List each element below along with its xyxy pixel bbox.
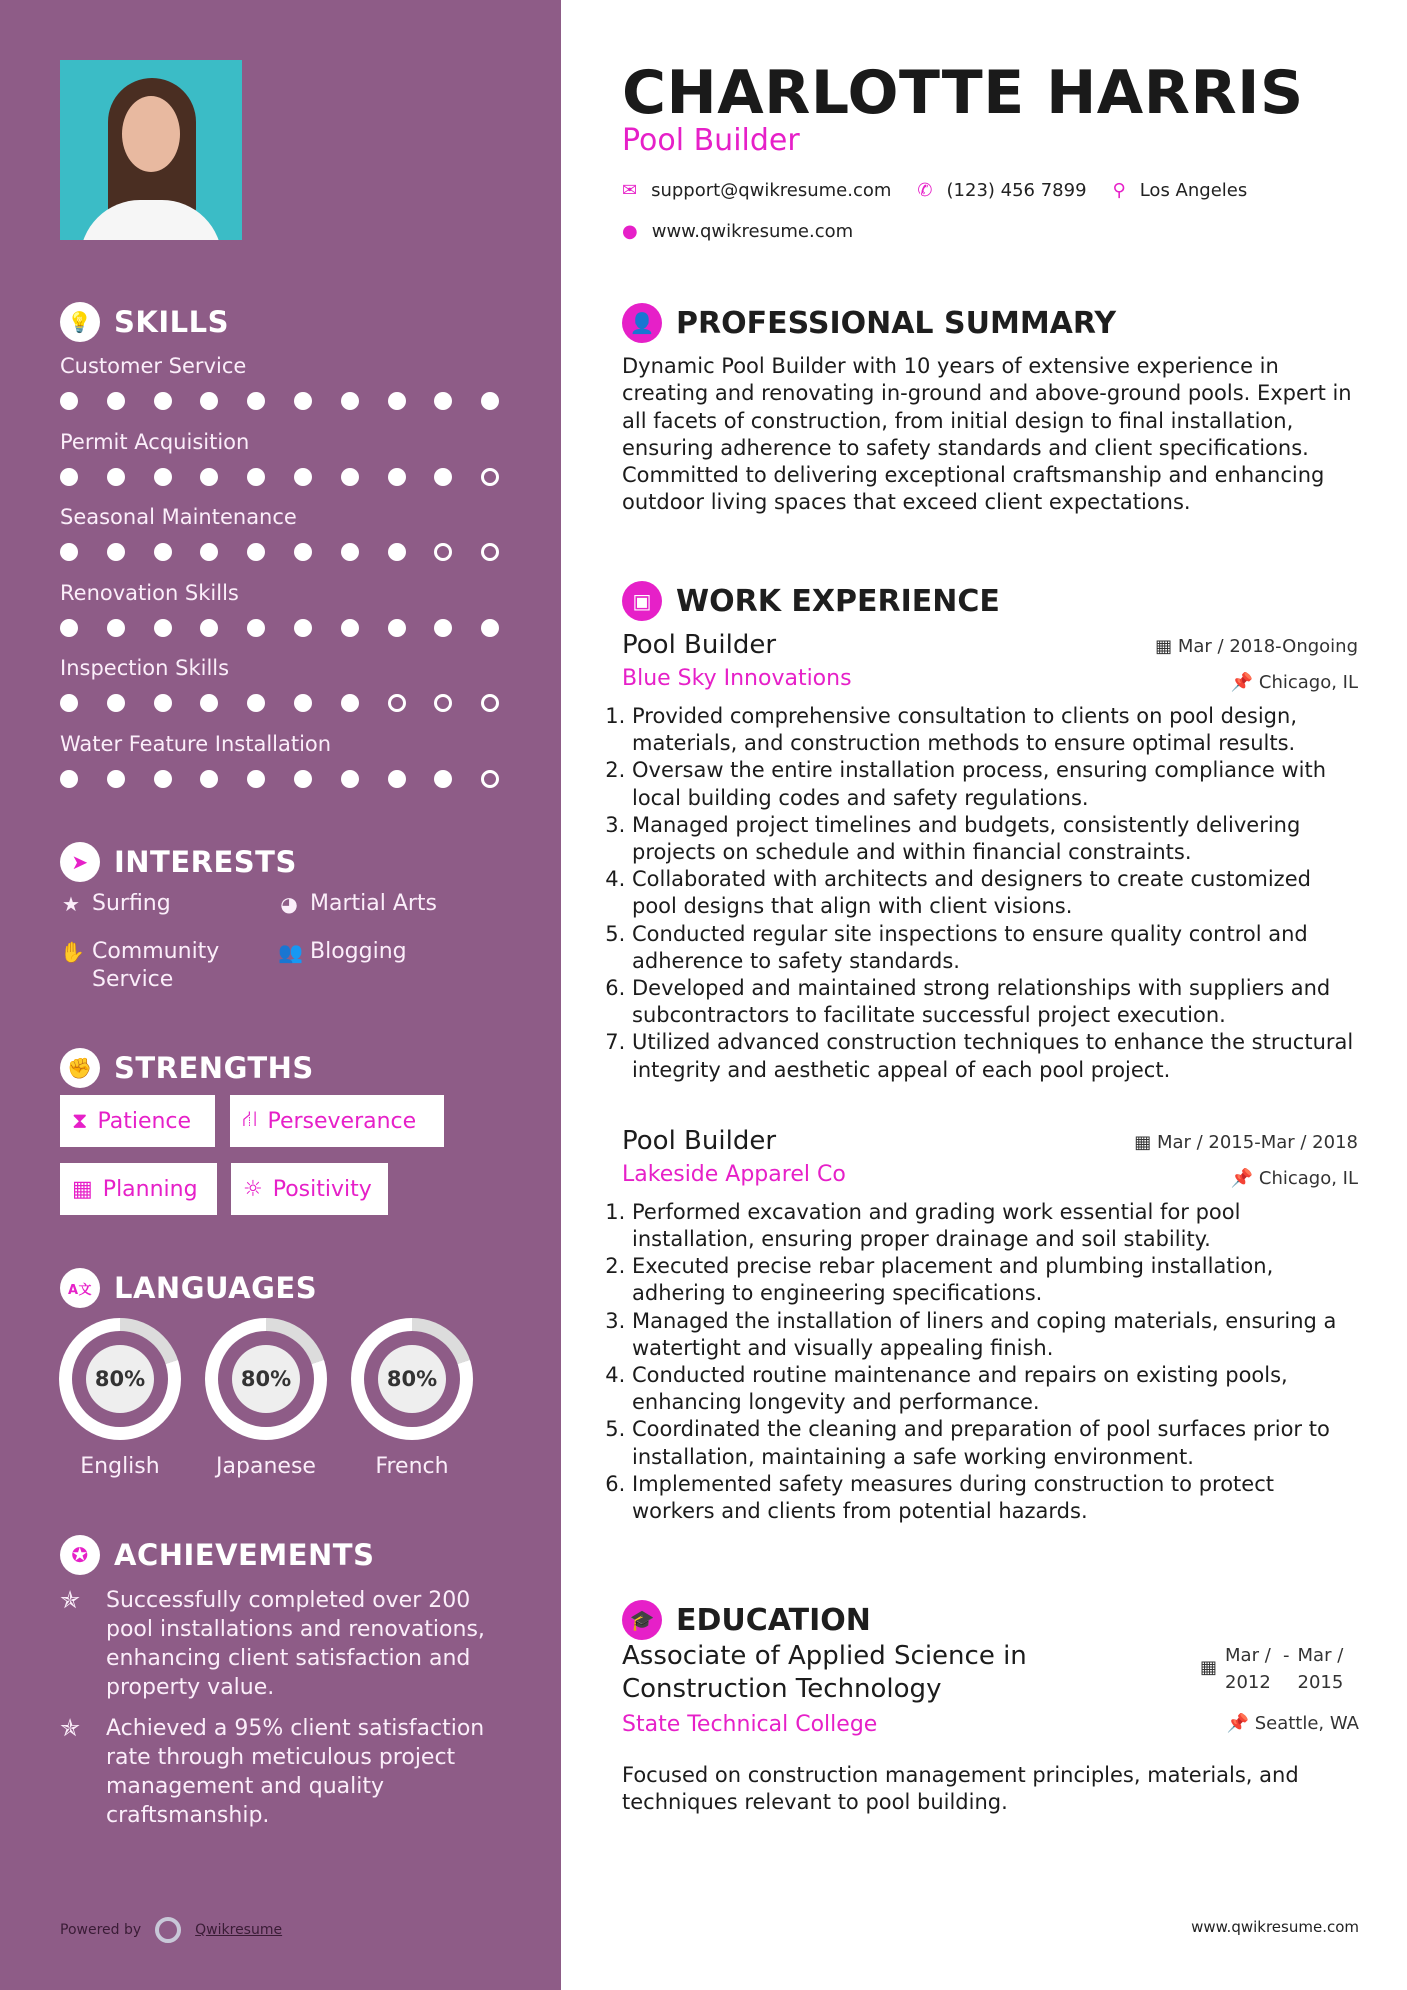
language-percent: 80% [232,1345,300,1413]
rating-dot-filled [434,770,452,788]
language-percent: 80% [378,1345,446,1413]
education-description: Focused on construction management principles, materials, and techniques relevant to pool building. [622,1763,1299,1815]
language-name: French [375,1454,449,1479]
skill-item [60,354,528,430]
job-bullet: 6. Developed and maintained strong relationships with suppliers and subcontractors to facilitate successful project execution. [632,975,1362,1029]
rating-dot-filled [388,619,406,637]
paper-plane-icon: ➤ [60,842,100,882]
rating-dot-filled [294,619,312,637]
rating-dot-filled [341,392,359,410]
skill-rating [60,468,528,486]
rating-dot-filled [60,770,78,788]
skill-label: Inspection Skills [60,656,230,680]
contact-row [622,180,1247,201]
company: Lakeside Apparel Co [622,1161,846,1187]
skill-label: Renovation Skills [60,580,239,605]
pin-icon: 📌 [1230,1167,1254,1189]
rating-dot-filled [60,468,78,486]
job-bullets [608,703,1362,1084]
pin-icon: 📌 [1226,1713,1249,1734]
skill-item [60,581,528,657]
calendar-icon: ▦ [1155,636,1173,657]
education-location: 📌 Seattle, WA [1226,1713,1359,1734]
interests-heading: ➤ INTERESTS [60,842,297,882]
sun-icon: ☼ [243,1176,263,1202]
languages-list [59,1318,473,1479]
strength-badge: ▦ Planning [60,1163,217,1215]
rating-dot-filled [247,392,265,410]
rating-dot-filled [60,543,78,561]
skill-item [60,505,528,581]
skill-rating [60,770,528,788]
sidebar [0,0,561,1990]
calendar-icon: ▦ [1200,1657,1218,1678]
rating-dot-empty [481,468,499,486]
rating-dot-filled [341,770,359,788]
skill-item [60,656,528,732]
email-link[interactable]: support@qwikresume.com [651,180,892,201]
rating-dot-empty [434,543,452,561]
rating-dot-filled [154,468,172,486]
rating-dot-filled [200,619,218,637]
skill-item [60,732,528,808]
job-bullet: 1. Provided comprehensive consultation to clients on pool design, materials, and construction methods to ensure optimal results. [632,703,1362,757]
job-bullets [608,1199,1362,1525]
skill-label: Customer Service [60,354,247,378]
skill-label: Seasonal Maintenance [60,505,297,529]
graduate-icon: 🎓 [622,1600,662,1640]
job-entry [622,1126,1362,1525]
footer-website: www.qwikresume.com [1191,1918,1359,1936]
profile-photo [60,60,242,240]
rating-dot-filled [294,770,312,788]
skill-label: Water Feature Installation [60,731,332,756]
candidate-name: CHARLOTTE HARRIS [622,58,1304,128]
rating-dot-filled [247,770,265,788]
job-bullet: 4. Collaborated with architects and designers to create customized pool designs that align with client visions. [632,866,1362,920]
globe-icon: ● [622,221,638,242]
rating-dot-filled [481,619,499,637]
rating-dot-filled [154,543,172,561]
phone-icon: ✆ [917,180,933,201]
language-percent: 80% [86,1345,154,1413]
user-icon: 👤 [622,303,662,343]
rating-dot-filled [294,468,312,486]
rating-dot-filled [434,392,452,410]
rating-dot-filled [154,694,172,712]
star-icon: ★ [62,892,80,916]
chair-icon: ▣ [622,581,662,621]
location: Los Angeles [1139,180,1248,201]
website-link[interactable]: www.qwikresume.com [651,221,854,242]
summary-text: Dynamic Pool Builder with 10 years of extensive experience in creating and renovating in-ground and above-ground pools. Expert in all facets of construction, from initial design to final installation, ensuring adherence to safety standards and client specifications. Committed to delivering exceptional craftsmanship and enhancing outdoor living spaces that exceed client expectations. [622,354,1352,515]
interest-item: 👥 Blogging [278,939,407,964]
rating-dot-filled [247,468,265,486]
job-date: ▦ Mar / 2018-Ongoing [1155,636,1358,657]
fist-icon: ✊ [60,1048,100,1088]
job-bullet: 5. Conducted regular site inspections to ensure quality control and adherence to safety standards. [632,921,1362,975]
interest-item: ★ Surfing [60,890,171,918]
strengths-heading: ✊ STRENGTHS [60,1048,314,1088]
job-bullet: 2. Oversaw the entire installation process, ensuring compliance with local building codes and safety regulations. [632,757,1362,811]
job-bullet: 7. Utilized advanced construction techniques to enhance the structural integrity and aesthetic appeal of each pool project. [632,1029,1362,1083]
rating-dot-filled [107,468,125,486]
rating-dot-filled [154,619,172,637]
envelope-icon: ✉ [622,180,638,201]
rating-dot-filled [107,694,125,712]
interest-item: ✋ Community Service [60,939,220,992]
globe-icon: ◕ [280,892,298,916]
rating-dot-filled [60,619,78,637]
job-date: ▦ Mar / 2015-Mar / 2018 [1134,1131,1358,1153]
skill-rating [60,619,528,637]
education-heading: 🎓 EDUCATION [622,1600,871,1640]
website-row [622,221,853,242]
experience-list [622,630,1362,1567]
job-location: 📌 Chicago, IL [1230,1167,1358,1189]
company: Blue Sky Innovations [622,666,852,691]
rating-dot-filled [341,694,359,712]
rating-dot-empty [434,694,452,712]
rating-dot-filled [388,392,406,410]
qwikresume-logo-icon [155,1917,181,1943]
rating-dot-filled [434,619,452,637]
strength-badge: ⛙ Perseverance [230,1095,444,1147]
map-pin-icon: ⚲ [1112,180,1126,201]
rating-dot-filled [294,694,312,712]
rating-dot-filled [60,694,78,712]
rating-dot-filled [434,468,452,486]
job-bullet: 1. Performed excavation and grading work essential for pool installation, ensuring proper drainage and soil stability. [632,1199,1362,1253]
hand-icon: ✋ [60,940,85,964]
language-item [205,1318,327,1479]
road-icon: ⛙ [242,1107,258,1132]
pin-icon: 📌 [1230,672,1254,693]
education-dates: ▦ Mar / 2012 - Mar / 2015 [1200,1642,1348,1696]
strength-badge: ☼ Positivity [231,1163,388,1215]
rating-dot-filled [154,392,172,410]
achievements-heading: ✪ ACHIEVEMENTS [60,1535,374,1575]
achievement-item: ✯ Successfully completed over 200 pool installations and renovations, enhancing client satisfaction and property value. [60,1586,485,1700]
language-progress-ring [59,1318,181,1440]
shooting-star-icon: ✯ [60,1714,81,1742]
star-badge-icon: ✪ [60,1535,100,1575]
rating-dot-filled [107,770,125,788]
skills-list [60,354,528,807]
job-bullet: 5. Coordinated the cleaning and preparation of pool surfaces prior to installation, maintaining a safe working environment. [632,1416,1362,1470]
rating-dot-empty [481,770,499,788]
experience-heading: ▣ WORK EXPERIENCE [622,581,1000,621]
rating-dot-filled [200,468,218,486]
calendar-icon: ▦ [72,1176,93,1202]
skill-rating [60,543,528,561]
rating-dot-empty [481,694,499,712]
job-title: Pool Builder [622,123,800,158]
job-bullet: 3. Managed project timelines and budgets, consistently delivering projects on schedule and within financial constraints. [632,812,1362,866]
skill-label: Permit Acquisition [60,429,250,454]
rating-dot-filled [60,392,78,410]
qwikresume-link[interactable]: Qwikresume [195,1922,283,1938]
job-bullet: 6. Implemented safety measures during construction to protect workers and clients from potential hazards. [632,1471,1362,1525]
rating-dot-filled [341,619,359,637]
job-title: Pool Builder [622,630,777,660]
school: State Technical College [622,1712,878,1737]
job-bullet: 2. Executed precise rebar placement and plumbing installation, adhering to engineering specifications. [632,1253,1362,1307]
rating-dot-filled [107,392,125,410]
language-name: English [80,1454,160,1479]
strength-badge: ⧗ Patience [60,1095,215,1147]
phone: (123) 456 7899 [946,180,1087,201]
interest-item: ◕ Martial Arts [278,890,437,918]
language-progress-ring [351,1318,473,1440]
skills-heading: 💡 SKILLS [60,302,229,342]
rating-dot-filled [247,619,265,637]
rating-dot-filled [294,392,312,410]
summary-heading: 👤 PROFESSIONAL SUMMARY [622,303,1116,343]
achievement-item: ✯ Achieved a 95% client satisfaction rate through meticulous project management and quality craftsmanship. [60,1714,485,1828]
rating-dot-empty [388,694,406,712]
rating-dot-filled [481,392,499,410]
job-title: Pool Builder [622,1125,777,1156]
rating-dot-filled [107,543,125,561]
rating-dot-filled [247,543,265,561]
calendar-icon: ▦ [1134,1131,1152,1153]
language-progress-ring [205,1318,327,1440]
date-separator: - [1283,1645,1290,1666]
skill-rating [60,392,528,410]
hourglass-icon: ⧗ [72,1108,88,1134]
languages-heading: A文 LANGUAGES [60,1268,317,1308]
job-entry [622,630,1362,1084]
rating-dot-empty [481,543,499,561]
rating-dot-filled [200,392,218,410]
rating-dot-filled [388,468,406,486]
rating-dot-filled [200,694,218,712]
language-item [59,1318,181,1479]
shooting-star-icon: ✯ [60,1586,81,1614]
language-name: Japanese [216,1454,316,1479]
rating-dot-filled [388,770,406,788]
rating-dot-filled [294,543,312,561]
rating-dot-filled [200,543,218,561]
job-bullet: 3. Managed the installation of liners and coping materials, ensuring a watertight and visually appealing finish. [632,1308,1362,1362]
job-bullet: 4. Conducted routine maintenance and repairs on existing pools, enhancing longevity and performance. [632,1362,1362,1416]
skill-item [60,430,528,506]
rating-dot-filled [341,468,359,486]
powered-by: Powered by Qwikresume [60,1917,282,1943]
translate-icon: A文 [60,1268,100,1308]
rating-dot-filled [247,694,265,712]
rating-dot-filled [154,770,172,788]
language-item [351,1318,473,1479]
degree: Associate of Applied Science in Construction Technology [622,1641,1027,1704]
job-location: 📌 Chicago, IL [1230,672,1358,693]
rating-dot-filled [107,619,125,637]
rating-dot-filled [388,543,406,561]
rating-dot-filled [200,770,218,788]
skill-rating [60,694,528,712]
rating-dot-filled [341,543,359,561]
lightbulb-icon: 💡 [60,302,100,342]
users-icon: 👥 [278,940,303,964]
